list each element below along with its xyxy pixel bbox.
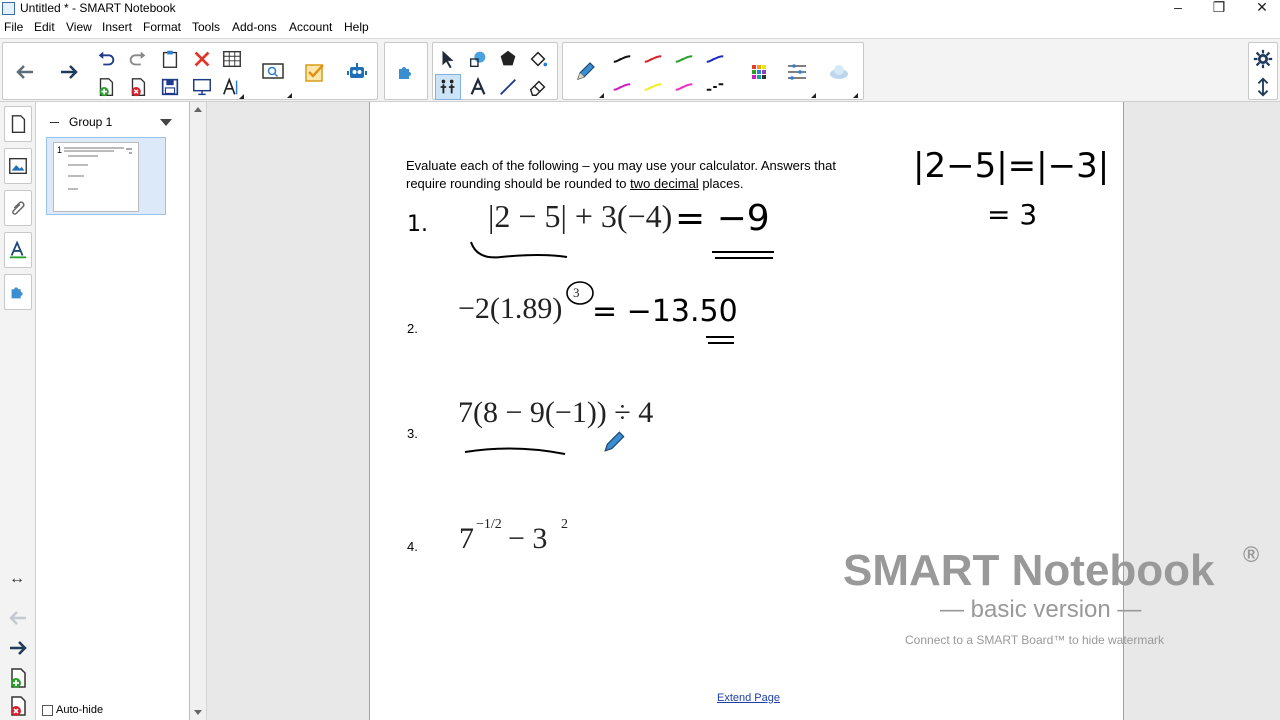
menu-format[interactable]: Format bbox=[143, 20, 182, 34]
instructions-underlined: two decimal bbox=[630, 176, 699, 191]
question-1-number: 1. bbox=[407, 212, 428, 237]
menu-addons[interactable]: Add-ons bbox=[232, 20, 277, 34]
pen-stroke-icon bbox=[642, 48, 664, 70]
notebook-page[interactable] bbox=[369, 102, 1124, 720]
delete-page-button[interactable] bbox=[125, 74, 151, 100]
menu-help[interactable]: Help bbox=[344, 20, 369, 34]
color-palette-button[interactable] bbox=[739, 45, 779, 99]
ink-circle-exponent bbox=[567, 282, 593, 304]
add-page-button[interactable] bbox=[93, 74, 119, 100]
save-icon bbox=[159, 76, 181, 98]
fill-tool-button[interactable] bbox=[525, 46, 551, 72]
pen-stroke-icon bbox=[611, 76, 633, 98]
arrow-right-icon bbox=[57, 60, 81, 84]
auto-hide-checkbox[interactable] bbox=[42, 704, 103, 716]
regular-polygon-button[interactable] bbox=[495, 46, 521, 72]
question-4-exponent2: 2 bbox=[561, 517, 568, 532]
cursor-icon bbox=[437, 48, 459, 70]
toolbar-group-tools bbox=[432, 42, 558, 100]
shapes-tool-button[interactable] bbox=[465, 46, 491, 72]
add-page-icon[interactable] bbox=[6, 666, 30, 690]
table-icon bbox=[221, 48, 243, 70]
add-page-icon bbox=[95, 76, 117, 98]
gallery-icon bbox=[7, 155, 29, 177]
menu-insert[interactable]: Insert bbox=[102, 20, 133, 34]
question-1-answer: = −9 bbox=[675, 198, 770, 239]
pen-tool-button[interactable] bbox=[565, 45, 605, 99]
arrow-left-icon bbox=[13, 60, 37, 84]
eraser-icon bbox=[527, 76, 549, 98]
question-4-number: 4. bbox=[407, 539, 418, 554]
pen-stroke-icon bbox=[673, 48, 695, 70]
menu-bar bbox=[0, 18, 1280, 38]
toolbar bbox=[0, 38, 1280, 102]
toolbar-group-settings bbox=[1248, 42, 1278, 100]
menu-file[interactable]: File bbox=[4, 20, 24, 34]
color-grid-icon bbox=[747, 60, 771, 84]
eraser-tool-button[interactable] bbox=[525, 74, 551, 100]
pen-color-button-7[interactable] bbox=[671, 74, 697, 100]
line-tool-button[interactable] bbox=[495, 74, 521, 100]
question-1-expression: |2 − 5| + 3(−4) bbox=[488, 198, 673, 234]
extend-page-link[interactable]: Extend Page bbox=[717, 692, 780, 704]
ink-double-underline-2 bbox=[706, 337, 734, 343]
redo-icon bbox=[127, 48, 149, 70]
question-4-base1: 7 bbox=[459, 522, 474, 555]
screen-shade-button[interactable] bbox=[253, 45, 293, 99]
delete-x-icon bbox=[191, 48, 213, 70]
scroll-up-icon[interactable] bbox=[194, 107, 202, 112]
pen-stroke-icon bbox=[642, 76, 664, 98]
delete-button[interactable] bbox=[189, 46, 215, 72]
page-icon bbox=[7, 113, 29, 135]
line-icon bbox=[497, 76, 519, 98]
redo-button[interactable] bbox=[125, 46, 151, 72]
checkbox-box[interactable] bbox=[42, 705, 53, 716]
checklist-icon bbox=[303, 60, 327, 84]
line-weight-icon bbox=[785, 60, 809, 84]
clipboard-icon bbox=[159, 48, 181, 70]
menu-account[interactable]: Account bbox=[289, 20, 333, 34]
watermark-registered: ® bbox=[1243, 542, 1260, 567]
pen-stroke-icon bbox=[704, 48, 726, 70]
side-note-line2: = 3 bbox=[987, 198, 1038, 231]
activity-builder-button[interactable] bbox=[337, 45, 377, 99]
pen-color-button-2[interactable] bbox=[640, 46, 666, 72]
minimize-button[interactable]: – bbox=[1174, 0, 1182, 15]
line-style-button[interactable] bbox=[777, 45, 817, 99]
question-2-exponent: 3 bbox=[573, 285, 580, 300]
restore-button[interactable]: ❐ bbox=[1212, 0, 1226, 15]
pencil-icon bbox=[573, 60, 597, 84]
cloud-icon bbox=[827, 60, 851, 84]
pen-color-button-4[interactable] bbox=[702, 46, 728, 72]
text-a-icon bbox=[467, 76, 489, 98]
arrow-left-icon[interactable] bbox=[6, 606, 30, 630]
text-recognition-button[interactable] bbox=[219, 74, 245, 100]
arrow-right-icon[interactable] bbox=[6, 636, 30, 660]
instructions-line2-post: places. bbox=[698, 176, 744, 191]
ink-annotations bbox=[370, 102, 1125, 720]
properties-icon bbox=[7, 239, 29, 261]
figures-icon bbox=[437, 76, 459, 98]
instructions-line1: Evaluate each of the following – you may use your calculator. Answers that bbox=[406, 158, 836, 173]
thumbnail-page-number: 1 bbox=[57, 145, 63, 155]
app-icon bbox=[2, 2, 15, 15]
puzzle-icon bbox=[7, 281, 29, 303]
polygon-icon bbox=[497, 48, 519, 70]
add-ons-button[interactable] bbox=[386, 45, 426, 99]
scroll-down-icon[interactable] bbox=[194, 710, 202, 715]
pen-color-button-8[interactable] bbox=[702, 74, 728, 100]
puzzle-icon bbox=[394, 60, 418, 84]
title-bar bbox=[0, 0, 1280, 18]
watermark-connect: Connect to a SMART Board™ to hide watermark bbox=[905, 633, 1165, 647]
fill-effects-button[interactable] bbox=[819, 45, 859, 99]
side-note-line1: |2−5|=|−3| bbox=[913, 146, 1110, 186]
question-3-expression: 7(8 − 9(−1)) ÷ 4 bbox=[458, 396, 654, 429]
watermark-title: SMART Notebook bbox=[843, 546, 1215, 595]
full-screen-button[interactable] bbox=[189, 74, 215, 100]
measurement-tool-button[interactable] bbox=[435, 74, 461, 100]
window-title: Untitled * - SMART Notebook bbox=[20, 1, 176, 15]
question-2-expression: −2(1.89) bbox=[458, 292, 563, 325]
up-down-arrow-icon bbox=[1252, 76, 1274, 98]
previous-page-button[interactable] bbox=[5, 45, 45, 99]
insert-table-button[interactable] bbox=[219, 46, 245, 72]
settings-button[interactable] bbox=[1250, 46, 1276, 72]
gallery-tab[interactable] bbox=[4, 148, 32, 184]
move-toolbar-button[interactable] bbox=[1250, 74, 1276, 100]
pen-stroke-icon bbox=[611, 48, 633, 70]
delete-page-icon[interactable] bbox=[6, 694, 30, 718]
delete-page-icon bbox=[127, 76, 149, 98]
resize-panel-icon[interactable]: ↔ bbox=[9, 570, 25, 587]
undo-icon bbox=[95, 48, 117, 70]
menu-edit[interactable]: Edit bbox=[34, 20, 55, 34]
pen-color-button-6[interactable] bbox=[640, 74, 666, 100]
sorter-scrollbar[interactable] bbox=[190, 102, 207, 720]
auto-hide-label: Auto-hide bbox=[56, 704, 104, 717]
pen-cursor-icon bbox=[602, 428, 628, 454]
work-area bbox=[207, 102, 1280, 720]
ink-underline-abs bbox=[471, 242, 567, 257]
response-button[interactable] bbox=[295, 45, 335, 99]
pen-stroke-icon bbox=[704, 76, 726, 98]
question-4-exponent1: −1/2 bbox=[476, 517, 502, 532]
select-tool-button[interactable] bbox=[435, 46, 461, 72]
menu-tools[interactable]: Tools bbox=[192, 20, 221, 34]
add-ons-tab[interactable] bbox=[4, 274, 32, 310]
screen-icon bbox=[191, 76, 213, 98]
question-3-number: 3. bbox=[407, 426, 418, 441]
chevron-down-icon[interactable] bbox=[160, 119, 172, 126]
shapes-icon bbox=[467, 48, 489, 70]
pen-stroke-icon bbox=[673, 76, 695, 98]
menu-view[interactable]: View bbox=[66, 20, 92, 34]
toolbar-group-main bbox=[2, 42, 378, 100]
magnify-screen-icon bbox=[261, 60, 285, 84]
group-label: Group 1 bbox=[69, 115, 113, 129]
instructions-line2-pre: require rounding should be rounded to bbox=[406, 176, 631, 191]
page-sorter-tab[interactable] bbox=[4, 106, 32, 142]
next-page-button[interactable] bbox=[49, 45, 89, 99]
robot-icon bbox=[345, 60, 369, 84]
question-2-number: 2. bbox=[407, 321, 418, 336]
undo-button[interactable] bbox=[93, 46, 119, 72]
watermark-subtitle: — basic version — bbox=[940, 596, 1142, 623]
pen-color-button-1[interactable] bbox=[609, 46, 635, 72]
question-2-answer: = −13.50 bbox=[592, 294, 738, 329]
properties-tab[interactable] bbox=[4, 232, 32, 268]
page-sorter-panel bbox=[36, 102, 190, 720]
paste-button[interactable] bbox=[157, 46, 183, 72]
question-4-mid: − 3 bbox=[508, 522, 548, 555]
group-collapse-toggle[interactable] bbox=[50, 122, 59, 123]
toolbar-group-addons bbox=[384, 42, 428, 100]
pen-color-button-5[interactable] bbox=[609, 74, 635, 100]
text-tool-button[interactable] bbox=[465, 74, 491, 100]
side-tab-bar bbox=[0, 102, 36, 720]
paint-bucket-icon bbox=[527, 48, 549, 70]
paperclip-icon bbox=[7, 197, 29, 219]
attachments-tab[interactable] bbox=[4, 190, 32, 226]
ink-double-underline-1 bbox=[712, 252, 774, 258]
save-button[interactable] bbox=[157, 74, 183, 100]
page-thumbnail[interactable] bbox=[53, 142, 139, 212]
close-button[interactable]: ✕ bbox=[1256, 0, 1268, 15]
toolbar-group-pens bbox=[562, 42, 864, 100]
thumbnail-preview bbox=[54, 143, 139, 212]
gear-icon bbox=[1252, 48, 1274, 70]
pen-color-button-3[interactable] bbox=[671, 46, 697, 72]
ink-underline-q3 bbox=[465, 448, 565, 454]
